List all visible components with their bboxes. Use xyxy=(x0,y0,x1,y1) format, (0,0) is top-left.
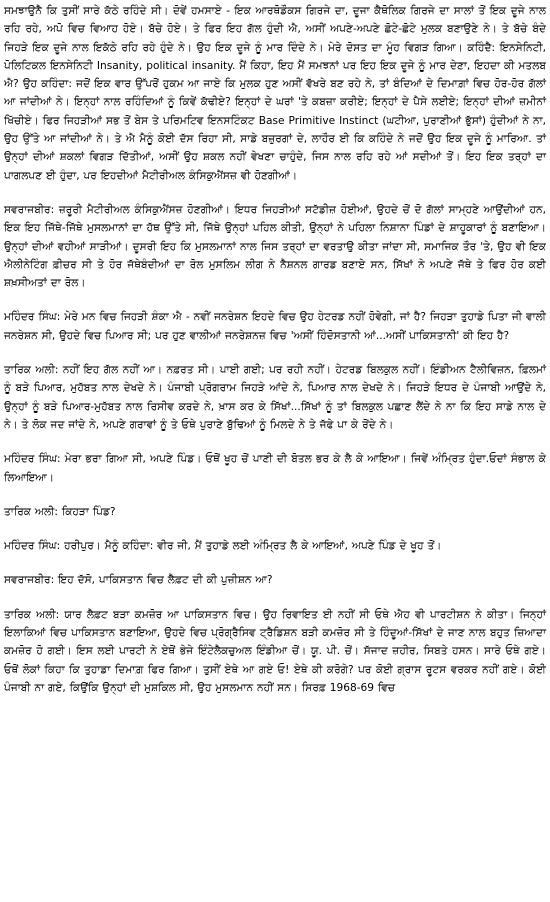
paragraph-mohinder-1: ਮਹਿੰਦਰ ਸਿੰਘ: ਮੇਰੇ ਮਨ ਵਿਚ ਜਿਹੜੀ ਸ਼ੰਕਾ ਐ - ਨਵੀਂ ਜਨਰੇਸ਼ਨ ਇਹਦੇ ਵਿਚ ਉਹ ਹੇਟਰਡ ਨਹੀਂ ਹੋਵੇਗੀ, ਜਾਂ ਹੈ? ਜਿਹੜਾ ਤੁਹਾਡੇ ਪਿਤਾ ਜੀ ਵਾਲੀ ਜਨਰੇਸ਼ਨ ਸੀ, ਉਹਦੇ ਵਿਚ ਪਿਆਰ ਸੀ; ਪਰ ਹੁਣ ਵਾਲੀਆਂ ਜਨਰੇਸ਼ਨਜ਼ ਵਿਚ 'ਅਸੀਂ ਹਿੰਦੋਸਤਾਨੀ ਆਂ...ਅਸੀਂ ਪਾਕਿਸਤਾਨੀ' ਕੀ ਇਹ ਹੈ? xyxy=(4,311,546,342)
paragraph-tariq-3: ਤਾਰਿਕ ਅਲੀ: ਯਾਰ ਲੈਫ਼ਟ ਬੜਾ ਕਮਜ਼ੋਰ ਆ ਪਾਕਿਸਤਾਨ ਵਿਚ। ਉਹ ਰਿਵਾਇਤ ਈ ਨਹੀਂ ਸੀ ਓਥੇ ਐਹ ਵੀ ਪਾਰਟੀਸ਼ਨ ਨੇ ਕੀਤਾ। ਜਿਨ੍ਹਾਂ ਇਲਾਕਿਆਂ ਵਿਚ ਪਾਕਿਸਤਾਨ ਬਣਾਇਆ, ਉਹਦੇ ਵਿਚ ਪ੍ਰੋਗ੍ਰੈਸਿਵ ਟ੍ਰੈਡਿਸ਼ਨ ਬੜੀ ਕਮਜ਼ੋਰ ਸੀ ਤੇ ਹਿੰਦੂਆਂ-ਸਿੱਖਾਂ ਦੇ ਜਾਣ ਨਾਲ ਬਹੁਤ ਜ਼ਿਆਦਾ ਕਮਜ਼ੋਰ ਹੋ ਗਈ। ਇਸ ਲਈ ਪਾਰਟੀ ਨੇ ਏਥੋਂ ਭੇਜੇ ਇੰਟੇਲੈਕਚੁਅਲ ਇੰਡੀਆ ਚੋਂ। ਯੂ. ਪੀ. ਚੋਂ। ਸੱਜਾਦ ਜ਼ਹੀਰ, ਸਿਬਤੇ ਹਸਨ। ਸਾਰੇ ਓਥੇ ਗਏ। ਓਥੋਂ ਲੋਕਾਂ ਕਿਹਾ ਕਿ ਤੁਹਾਡਾ ਦਿਮਾਗ਼ ਫਿਰ ਗਿਆ। ਤੁਸੀਂ ਏਥੇ ਆ ਗਏ ਓ! ਏਥੇ ਕੀ ਕਰੋਗੇ? ਪਰ ਕੋਈ ਗ੍ਰਾਸ ਰੂਟਸ ਵਰਕਰ ਨਹੀਂ ਗਏ। ਕੋਈ ਪੰਜਾਬੀ ਨਾ ਗਏ, ਕਿਉਂਕਿ ਉਨ੍ਹਾਂ ਦੀ ਮੁਸ਼ਕਿਲ ਸੀ, ਉਹ ਮੁਸਲਮਾਨ ਨਹੀਂ ਸਨ। ਸਿਰਫ਼ 1968-69 ਵਿਚ xyxy=(4,608,546,694)
paragraph-mohinder-3: ਮਹਿੰਦਰ ਸਿੰਘ: ਹਰੀਪੁਰ। ਮੈਨੂੰ ਕਹਿੰਦਾ: ਵੀਰ ਜੀ, ਮੈਂ ਤੁਹਾਡੇ ਲਈ ਅੰਮ੍ਰਿਤ ਲੈ ਕੇ ਆਇਆਂ, ਅਪਣੇ ਪਿੰਡ ਦੇ ਖੂਹ ਤੋਂ। xyxy=(4,540,442,553)
paragraph-intro: ਸਮਝਾਉਨੈ ਕਿ ਤੁਸੀਂ ਸਾਰੇ ਕੱਠੇ ਰਹਿੰਦੇ ਸੀ। ਦੋਵੇਂ ਹਮਸਾਏ - ਇਕ ਆਰਥੋਡੌਕਸ ਗਿਰਜੇ ਦਾ, ਦੂਜਾ ਕੈਥੋਲਿਕ ਗਿਰਜੇ ਦਾ ਸਾਲਾਂ ਤੋਂ ਇਕ ਦੂਜੇ ਨਾਲ ਰਹਿ ਰਹੇ, ਅਪੋ ਵਿਚ ਵਿਆਹ ਹੋਏ। ਬੱਚੇ ਹੋਏ। ਤੇ ਫਿਰ ਇਹ ਗੱਲ ਹੁੰਦੀ ਐ, ਅਸੀਂ ਅਪਣੇ-ਅਪਣੇ ਛੋਟੇ-ਛੋਟੇ ਮੁਲਕ ਬਣਾਉਣੇ ਨੇ। ਤੇ ਬੱਚੇ ਬੰਦੇ ਜਿਹੜੇ ਇਕ ਦੂਜੇ ਨਾਲ ਇਕੱਠੇ ਰਹਿ ਰਹੇ ਹੁੰਦੇ ਨੇ। ਉਹ ਇਕ ਦੂਜੇ ਨੂੰ ਮਾਰ ਦਿੰਦੇ ਨੇ। ਮੇਰੇ ਦੋਸਤ ਦਾ ਮੂੰਹ ਵਿਗੜ ਗਿਆ। ਕਹਿੰਦੈ: ਇਨਸੇਨਿਟੀ, ਪੋਲਿਟਿਕਲ ਇਨਸੇਨਿਟੀ Insanity, political insanity. ਮੈਂ ਕਿਹਾ, ਇਹ ਮੈਂ ਸਮਝਨਾਂ ਪਰ ਇਹ ਇਕ ਦੂਜੇ ਨੂੰ ਮਾਰ ਦੇਣਾ, ਇਹਦਾ ਕੀ ਮਤਲਬ ਐ? ਉਹ ਕਹਿੰਦਾ: ਜਦੋਂ ਇਕ ਵਾਰ ਉੱਪਰੋਂ ਹੁਕਮ ਆ ਜਾਏ ਕਿ ਮੁਲਕ ਹੁਣ ਅਸੀਂ ਵੱਖਰੇ ਬਣ ਰਹੇ ਨੇ, ਤਾਂ ਬੰਦਿਆਂ ਦੇ ਦਿਮਾਗ਼ਾਂ ਵਿਚ ਹੋਰ-ਹੋਰ ਗੱਲਾਂ ਆ ਜਾਂਦੀਆਂ ਨੇ। ਇਨ੍ਹਾਂ ਨਾਲ ਰਹਿੰਦਿਆਂ ਨੂੰ ਕਿਵੇਂ ਕੱਢੀਏ? ਇਨ੍ਹਾਂ ਦੇ ਘਰਾਂ 'ਤੇ ਕਬਜ਼ਾ ਕਰੀਏ; ਇਨ੍ਹਾਂ ਦੇ ਪੈਸੇ ਲਈਏ; ਇਨ੍ਹਾਂ ਦੀਆਂ ਜ਼ਮੀਨਾਂ ਖਿੱਚੀਏ। ਫਿਰ ਜਿਹੜੀਆਂ ਸਭ ਤੋਂ ਬੇਸ ਤੇ ਪਰਿਮਟਿਵ ਇਨਸਟਿੰਕਟ Base Primitive Instinct (ਘਟੀਆ, ਪੁਰਾਣੀਆਂ ਭੁੱਸਾਂ) ਹੁੰਦੀਆਂ ਨੇ ਨਾ, ਉਹ ਉੱਤੇ ਆ ਜਾਂਦੀਆਂ ਨੇ। ਤੇ ਐ ਮੈਨੂੰ ਕੋਈ ਦੱਸ ਰਿਹਾ ਸੀ, ਸਾਡੇ ਬਜ਼ੁਰਗਾਂ ਦੇ, ਲਾਹੌਰ ਈ ਕਿ ਕਹਿੰਦੇ ਨੇ ਜਦੋਂ ਉਹ ਇਕ ਦੂਜੇ ਨੂੰ ਮਾਰਿਆ. ਤਾਂ ਉਨ੍ਹਾਂ ਦੀਆਂ ਸ਼ਕਲਾਂ ਵਿਗੜ ਦਿੱਤੀਆਂ, ਅਸੀਂ ਉਹ ਸ਼ਕਲ ਨਹੀਂ ਵੇਖਣਾ ਚਾਹੁੰਦੇ, ਜਿਸ ਨਾਲ ਰਹਿ ਰਹੇ ਆਂ ਸਦੀਆਂ ਤੋਂ। ਇਹ ਇਕ ਤਰ੍ਹਾਂ ਦਾ ਪਾਗਲਪਣ ਈ ਹੁੰਦਾ, ਪਰ ਇਹਦੀਆਂ ਮੈਟੀਰੀਅਲ ਕੰਸਿਕੁਐਂਸਜ਼ ਵੀ ਹੋਣਗੀਆਂ। xyxy=(4,5,546,182)
paragraph-swarajbir-1: ਸਵਰਾਜਬੀਰ: ਜ਼ਰੂਰੀ ਮੈਟੀਰੀਅਲ ਕੰਸਿਕੁਐਂਸਜ਼ ਹੋਣਗੀਆਂ। ਇਧਰ ਜਿਹੜੀਆਂ ਸਟੱਡੀਜ਼ ਹੋਈਆਂ, ਉਹਦੇ ਚੋਂ ਦੋ ਗੱਲਾਂ ਸਾਮ੍ਹਣੇ ਆਉਂਦੀਆਂ ਹਨ, ਇਕ ਇਹ ਜਿੱਥੇ-ਜਿੱਥੇ ਮੁਸਲਮਾਨਾਂ ਦਾ ਹੱਥ ਉੱਤੇ ਸੀ, ਜਿੱਥੇ ਉਨ੍ਹਾਂ ਪਹਿਲ ਕੀਤੀ, ਉਨ੍ਹਾਂ ਨੇ ਪਹਿਲਾ ਨਿਸ਼ਾਨਾ ਪਿੰਡਾਂ ਦੇ ਸ਼ਾਹੂਕਾਰਾਂ ਨੂੰ ਬਣਾਇਆ। ਉਨ੍ਹਾਂ ਦੀਆਂ ਵਹੀਆਂ ਸਾੜੀਆਂ। ਦੂਸਰੀ ਇਹ ਕਿ ਮੁਸਲਮਾਨਾਂ ਨਾਲ ਜਿਸ ਤਰ੍ਹਾਂ ਦਾ ਵਰਤਾਉ ਕੀਤਾ ਜਾਂਦਾ ਸੀ, ਸਮਾਜਿਕ ਤੌਰ 'ਤੇ, ਉਹ ਵੀ ਇਕ ਐਲੀਨੇਟਿੰਗ ਫ਼ੀਚਰ ਸੀ ਤੇ ਹੋਰ ਜੱਥੇਬੰਦੀਆਂ ਦਾ ਰੋਲ ਮੁਸਲਿਮ ਲੀਗ ਨੇ ਨੈਸ਼ਨਲ ਗਾਰਡ ਬਣਾਏ ਸਨ, ਸਿੱਖਾਂ ਨੇ ਅਪਣੇ ਜੱਥੇ ਤੇ ਫਿਰ ਹੋਰ ਕਈ ਸ਼ਖ਼ਸੀਅਤਾਂ ਦਾ ਰੋਲ। xyxy=(4,203,546,290)
paragraph-tariq-1: ਤਾਰਿਕ ਅਲੀ: ਨਹੀਂ ਇਹ ਗੱਲ ਨਹੀਂ ਆ। ਨਫ਼ਰਤ ਸੀ। ਪਾਈ ਗਈ; ਪਰ ਰਹੀ ਨਹੀਂ। ਹੇਟਰਡ ਬਿਲਕੁਲ ਨਹੀਂ। ਇੰਡੀਅਨ ਟੈਲੀਵਿਜ਼ਨ, ਫ਼ਿਲਮਾਂ ਨੂੰ ਬੜੇ ਪਿਆਰ, ਮੁਹੱਬਤ ਨਾਲ ਦੇਖਦੇ ਨੇ। ਪੰਜਾਬੀ ਪ੍ਰੋਗਰਾਮ ਜਿਹੜੇ ਆਂਦੇ ਨੇ, ਪਿਆਰ ਨਾਲ ਦੇਖਦੇ ਨੇ। ਜਿਹੜੇ ਇਧਰ ਦੇ ਪੰਜਾਬੀ ਆਉਂਦੇ ਨੇ, ਉਨ੍ਹਾਂ ਨੂੰ ਬੜੇ ਪਿਆਰ-ਮੁਹੱਬਤ ਨਾਲ ਰਿਸੀਵ ਕਰਦੇ ਨੇ, ਖ਼ਾਸ ਕਰ ਕੇ ਸਿੱਖਾਂ...ਸਿੱਖਾਂ ਨੂੰ ਤਾਂ ਬਿਲਕੁਲ ਪਛਾਣ ਲੈਂਦੇ ਨੇ ਨਾ ਕਿ ਇਹ ਸਾਡੇ ਨਾਲ ਦੇ ਨੇ। ਤੇ ਲੋਕ ਜਦ ਜਾਂਦੇ ਨੇ, ਅਪਣੇ ਗਰਾਵਾਂ ਨੂੰ ਤੇ ਓਥੇ ਪੁਰਾਣੇ ਬੁੱਢਿਆਂ ਨੂੰ ਮਿਲਦੇ ਨੇ ਤੇ ਜੱਫੇ ਪਾ ਕੇ ਰੋਂਦੇ ਨੇ। xyxy=(4,364,546,431)
paragraph-tariq-2: ਤਾਰਿਕ ਅਲੀ: ਕਿਹੜਾ ਪਿੰਡ? xyxy=(4,505,116,518)
paragraph-mohinder-2: ਮਹਿੰਦਰ ਸਿੰਘ: ਮੇਰਾ ਭਰਾ ਗਿਆ ਸੀ, ਅਪਣੇ ਪਿੰਡ। ਓਥੋਂ ਖੂਹ ਚੋਂ ਪਾਣੀ ਦੀ ਬੋਤਲ ਭਰ ਕੇ ਲੈ ਕੇ ਆਇਆ। ਜਿਵੇਂ ਅੰਮ੍ਰਿਤ ਹੁੰਦਾ.ਓਦਾਂ ਸੰਭਾਲ ਕੇ ਲਿਆਇਆ। xyxy=(4,453,546,484)
paragraph-swarajbir-2: ਸਵਰਾਜਬੀਰ: ਇਹ ਦੱਸੋ, ਪਾਕਿਸਤਾਨ ਵਿਚ ਲੈਫ਼ਟ ਦੀ ਕੀ ਪੁਜ਼ੀਸ਼ਨ ਆ? xyxy=(4,574,273,587)
